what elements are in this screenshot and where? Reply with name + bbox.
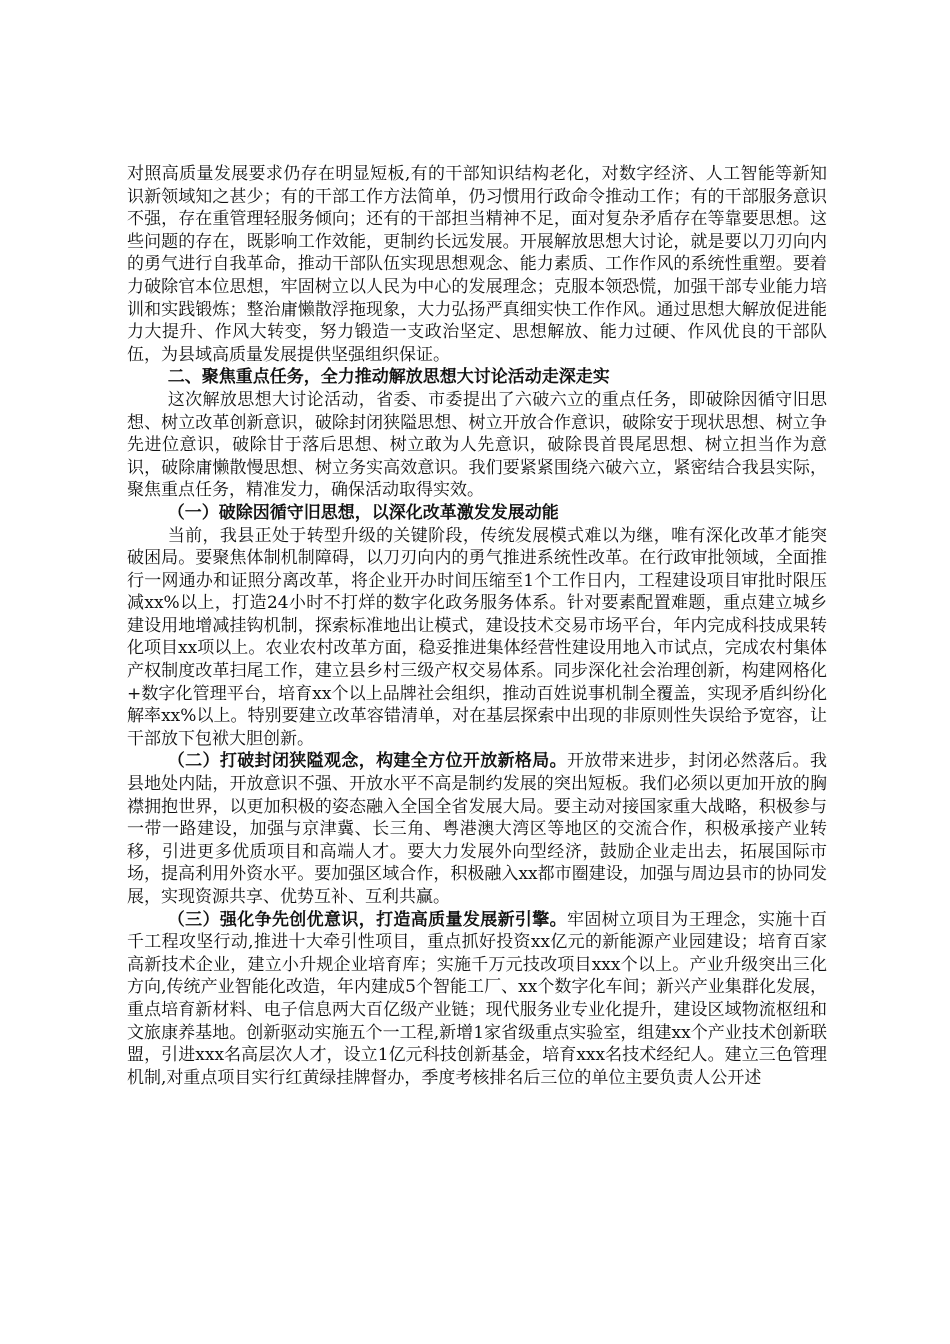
paragraph-lead-heading: （二）打破封闭狭隘观念，构建全方位开放新格局。 (167, 751, 568, 772)
paragraph-body-text: 开放带来进步，封闭必然落后。我县地处内陆，开放意识不强、开放水平不高是制约发展的突出短板。我们必须以更加开放的胸襟拥抱世界，以更加积极的姿态融入全国全省发展大局。要主动对接国家重大战略，积极参与一带一路建设，加强与京津冀、长三角、粤港澳大湾区等地区的交流合作，积极承接产业转移，引进更多优质项目和高端人才。要大力发展外向型经济，鼓励企业走出去，拓展国际市场，提高利用外资水平。要加强区域合作，积极融入xx都市圈建设，加强与周边县市的协同发展，实现资源共享、优势互补、互利共赢。 (127, 751, 828, 907)
body-paragraph: 这次解放思想大讨论活动，省委、市委提出了六破六立的重点任务，即破除因循守旧思想、树立改革创新意识，破除封闭狭隘思想、树立开放合作意识，破除安于现状思想、树立争先进位意识，破除甘于落后思想、树立敢为人先意识，破除畏首畏尾思想、树立担当作为意识，破除庸懒散慢思想、树立务实高效意识。我们要紧紧围绕六破六立，紧密结合我县实际，聚焦重点任务，精准发力，确保活动取得实效。 (127, 389, 827, 501)
body-paragraph (127, 909, 827, 1090)
subsection-heading: （一）破除因循守旧思想，以深化改革激发发展动能 (167, 502, 559, 523)
section-heading: 二、聚焦重点任务，全力推动解放思想大讨论活动走深走实 (167, 367, 610, 388)
document-page (127, 163, 827, 1089)
paragraph-lead-heading: （三）强化争先创优意识，打造高质量发展新引擎。 (167, 909, 568, 930)
body-paragraph (127, 750, 827, 908)
body-paragraph: 对照高质量发展要求仍存在明显短板,有的干部知识结构老化，对数字经济、人工智能等新知识新领域知之甚少；有的干部工作方法简单，仍习惯用行政命令推动工作；有的干部服务意识不强，存在重管理轻服务倾向；还有的干部担当精神不足，面对复杂矛盾存在等靠要思想。这些问题的存在，既影响工作效能，更制约长远发展。开展解放思想大讨论，就是要以刀刃向内的勇气进行自我革命，推动干部队伍实现思想观念、能力素质、工作作风的系统性重塑。要着力破除官本位思想，牢固树立以人民为中心的发展理念；克服本领恐慌，加强干部专业能力培训和实践锻炼；整治庸懒散浮拖现象，大力弘扬严真细实快工作作风。通过思想大解放促进能力大提升、作风大转变，努力锻造一支政治坚定、思想解放、能力过硬、作风优良的干部队伍，为县域高质量发展提供坚强组织保证。 (127, 164, 827, 365)
body-paragraph: 当前，我县正处于转型升级的关键阶段，传统发展模式难以为继，唯有深化改革才能突破困局。要聚焦体制机制障碍，以刀刃向内的勇气推进系统性改革。在行政审批领域，全面推行一网通办和证照分离改革，将企业开办时间压缩至1个工作日内，工程建设项目审批时限压减xx%以上，打造24小时不打烊的数字化政务服务体系。针对要素配置难题，重点建立城乡建设用地增减挂钩机制，探索标准地出让模式，建设技术交易市场平台，年内完成科技成果转化项目xx项以上。农业农村改革方面，稳妥推进集体经营性建设用地入市试点，完成农村集体产权制度改革扫尾工作，建立县乡村三级产权交易体系。同步深化社会治理创新，构建网格化+数字化管理平台，培育xx个以上品牌社会组织，推动百姓说事机制全覆盖，实现矛盾纠纷化解率xx%以上。特别要建立改革容错清单，对在基层探索中出现的非原则性失误给予宽容，让干部放下包袱大胆创新。 (127, 525, 827, 749)
paragraph-body-text: 牢固树立项目为王理念，实施十百千工程攻坚行动,推进十大牵引性项目，重点抓好投资xx亿元的新能源产业园建设；培育百家高新技术企业，建立小升规企业培育库；实施千万元技改项目xxx个以上。产业升级突出三化方向,传统产业智能化改造，年内建成5个智能工厂、xx个数字化车间；新兴产业集群化发展，重点培育新材料、电子信息两大百亿级产业链；现代服务业专业化提升，建设区域物流枢纽和文旅康养基地。创新驱动实施五个一工程,新增1家省级重点实验室，组建xx个产业技术创新联盟，引进xxx名高层次人才，设立1亿元科技创新基金，培育xxx名技术经纪人。建立三色管理机制,对重点项目实行红黄绿挂牌督办，季度考核排名后三位的单位主要负责人公开述 (127, 909, 828, 1088)
